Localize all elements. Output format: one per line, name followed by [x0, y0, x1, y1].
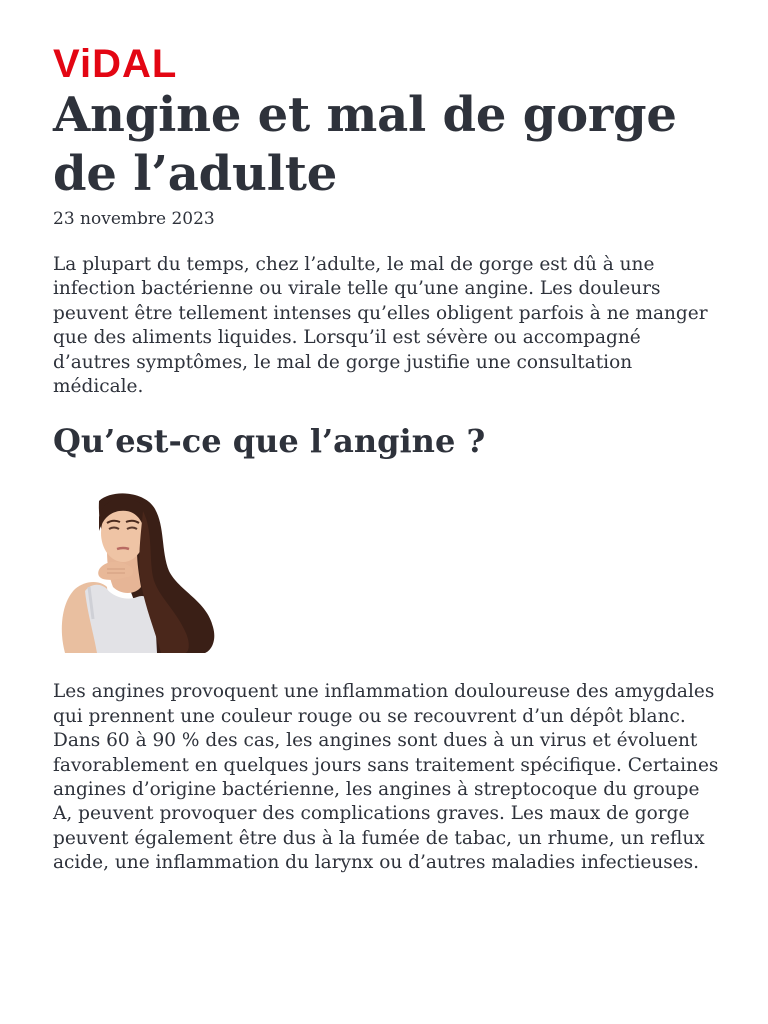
section-body-paragraph: Les angines provoquent une inflammation douloureuse des amygdales qui prennent une couleur rouge ou se recouvrent d’un dépôt blanc. Dans 60 à 90 % des cas, les angines sont dues à un virus et évoluent favorablement en quelques jours sans traitement spécifique. Certaines angines d’origine bactérienne, les angines à streptocoque du groupe A, peuvent provoquer des complications graves. Les maux de gorge peuvent également être dus à la fumée de tabac, un rhume, un reflux acide, une inflammation du larynx ou d’autres maladies infectieuses.	[53, 681, 719, 874]
woman-sore-throat-photo	[57, 491, 219, 653]
article	[53, 44, 723, 876]
article-title: Angine et mal de gorge de l’adulte	[53, 87, 677, 202]
article-date: 23 novembre 2023	[53, 209, 215, 229]
section-heading: Qu’est-ce que l’angine ?	[53, 422, 486, 461]
intro-paragraph: La plupart du temps, chez l’adulte, le mal de gorge est dû à une infection bactérienne ou virale telle qu’une angine. Les douleurs peuvent être tellement intenses qu’elles obligent parfois à ne manger que des aliments liquides. Lorsqu’il est sévère ou accompagné d’autres symptômes, le mal de gorge justifie une consultation médicale.	[53, 254, 708, 398]
vidal-logo[interactable]	[53, 44, 207, 80]
logo-text: ViDAL	[53, 44, 178, 80]
